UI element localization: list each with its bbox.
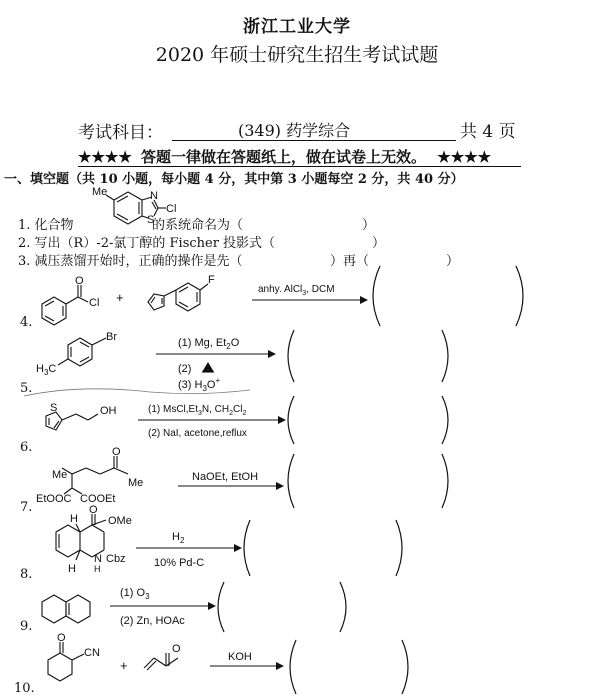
exam-title: 2020 年硕士研究生招生考试试题 — [155, 44, 439, 66]
q5-r1-sub: 2 — [226, 342, 231, 351]
subject-label: 考试科目： — [78, 123, 163, 143]
q7-answer-brackets — [282, 450, 462, 512]
q1-me: Me — [92, 186, 108, 198]
q1-n: N — [150, 190, 158, 202]
q6-r1-sub3: 2 — [242, 410, 247, 417]
q7-number: 7. — [20, 500, 33, 515]
q8-h1: H — [70, 513, 78, 525]
q9-answer-brackets — [212, 578, 362, 636]
q6-r1-sub: 3 — [198, 410, 202, 417]
q10-structure-cyanocyclohexanone — [36, 632, 116, 696]
q4-structure-fluorophenylthiophene — [140, 272, 260, 327]
q8-cbz: Cbz — [106, 553, 126, 565]
q4-arrow — [252, 282, 372, 312]
q8-ome: OMe — [108, 515, 132, 527]
q8-r1-sub: 2 — [179, 536, 185, 545]
q7-me1: Me — [52, 469, 68, 481]
q1-s: S — [147, 214, 155, 226]
q9-arrow — [110, 586, 220, 630]
q2-close: ） — [372, 236, 386, 251]
q2-text: 2. 写出（R）-2-氯丁醇的 Fischer 投影式（ — [18, 236, 276, 251]
stars-right: ★★★★ — [437, 148, 492, 166]
q7-arrow — [178, 470, 288, 500]
svg-text:H2 — [172, 531, 185, 545]
q7-eto: EtOOC — [36, 493, 72, 505]
q5-number: 5. — [20, 381, 33, 396]
q1-structure — [92, 188, 182, 224]
q4-reagent-sub: 3 — [302, 290, 307, 297]
q6-r2: (2) NaI, acetone,reflux — [148, 428, 247, 439]
q10-answer-brackets — [284, 636, 424, 698]
q8-arrow — [136, 530, 246, 572]
q4-reagent: anhy. AlCl — [258, 284, 303, 295]
q5-r3: (3) H — [178, 379, 203, 391]
q7-cooet: COOEt — [80, 493, 116, 505]
q10-cn: CN — [84, 647, 100, 659]
q10-arrow — [210, 650, 290, 678]
q7-o: O — [112, 446, 121, 458]
q9-number: 9. — [20, 619, 33, 634]
q4-number: 4. — [20, 315, 33, 330]
q10-structure-mvk — [138, 638, 198, 678]
q10-reagent: KOH — [228, 651, 252, 663]
q9-r1: (1) O — [120, 587, 146, 599]
q6-r1-tail: N, CH — [201, 404, 230, 415]
university-name: 浙江工业大学 — [243, 17, 351, 37]
q4-cl: Cl — [89, 297, 100, 309]
epoxide-icon — [202, 362, 214, 372]
q8-answer-brackets — [238, 516, 418, 580]
q10-o2: O — [172, 643, 181, 655]
q9-r1-sub: 3 — [145, 592, 150, 601]
q5-r1-tail: O — [230, 337, 240, 349]
q6-structure-thienylethanol — [36, 398, 136, 444]
svg-text:(1) O3 — [120, 587, 150, 601]
notice-underline — [78, 166, 521, 167]
svg-text:(1) MsCl,Et3N, CH2Cl2 — [148, 404, 247, 417]
q5-h3c-tail: C — [48, 363, 57, 375]
svg-text:anhy. AlCl3, DCM — [258, 284, 335, 297]
q10-plus: + — [120, 658, 128, 673]
q5-r2: (2) — [178, 363, 192, 375]
q5-r3-sup: + — [215, 376, 221, 385]
q8-structure-bicyclic-ester — [36, 504, 146, 580]
q4-f: F — [208, 274, 215, 286]
q5-h3c-sub: 3 — [43, 368, 49, 377]
subject-value: (349) 药学综合 — [238, 121, 351, 140]
q4-answer-brackets — [368, 262, 538, 332]
q1-suffix: 的系统命名为（ — [152, 218, 244, 233]
q6-answer-brackets — [282, 392, 462, 448]
svg-text:H3C — [36, 363, 56, 377]
q5-answer-brackets — [282, 326, 462, 386]
q3-text: 3. 减压蒸馏开始时，正确的操作是先（ — [18, 254, 243, 269]
q3-close: ） — [446, 254, 460, 269]
q6-r1: (1) MsCl,Et — [148, 404, 198, 415]
q8-r2: 10% Pd-C — [154, 557, 205, 569]
q7-me2: Me — [128, 477, 144, 489]
q4-o: O — [75, 275, 84, 287]
q8-n: N — [94, 553, 102, 565]
svg-text:(1) Mg, Et2O — [178, 337, 240, 351]
q5-br: Br — [106, 331, 117, 343]
q5-structure-bromotoluene — [36, 328, 136, 378]
q8-o: O — [89, 504, 98, 516]
q10-number: 10. — [14, 681, 35, 696]
q5-r1: (1) Mg, Et — [178, 337, 227, 349]
q7-structure-diester-ketone — [36, 446, 176, 510]
q5-r3-tail: O — [206, 379, 216, 391]
q1-text: 1. 化合物 — [18, 218, 74, 233]
notice-text: 答题一律做在答题纸上，做在试卷上无效。 — [141, 148, 427, 166]
q4-structure-benzoyl-chloride — [34, 276, 114, 326]
q10-o: O — [57, 632, 66, 644]
q1-cl: Cl — [166, 203, 177, 215]
page-count: 共 4 页 — [460, 122, 516, 142]
q6-r1-sub2: 2 — [229, 410, 234, 417]
stars-left: ★★★★ — [78, 148, 132, 166]
q6-arrow — [138, 400, 288, 442]
q7-reagent: NaOEt, EtOH — [192, 471, 259, 483]
q6-r1-tail2: Cl — [233, 404, 243, 415]
q9-structure-octalin — [34, 588, 114, 632]
q4-reagent-tail: , DCM — [306, 284, 335, 295]
q5-r3-sub: 3 — [202, 384, 207, 393]
q6-number: 6. — [20, 440, 33, 455]
q5-h3c: H — [36, 363, 44, 375]
q8-h2: H — [68, 563, 76, 575]
q1-close: ） — [362, 218, 376, 233]
q6-oh: OH — [100, 405, 117, 417]
section-title: 一、填空题（共 10 小题，每小题 4 分，其中第 3 小题每空 2 分，共 40 分） — [4, 172, 464, 187]
q8-h-nh: H — [94, 564, 101, 574]
q8-number: 8. — [20, 567, 33, 582]
q3-mid: ）再（ — [330, 254, 370, 269]
notice-line — [78, 146, 491, 167]
q4-plus: + — [116, 290, 124, 305]
q8-r1: H — [172, 531, 180, 543]
q9-r2: (2) Zn, HOAc — [120, 615, 185, 627]
q6-s: S — [50, 402, 58, 414]
